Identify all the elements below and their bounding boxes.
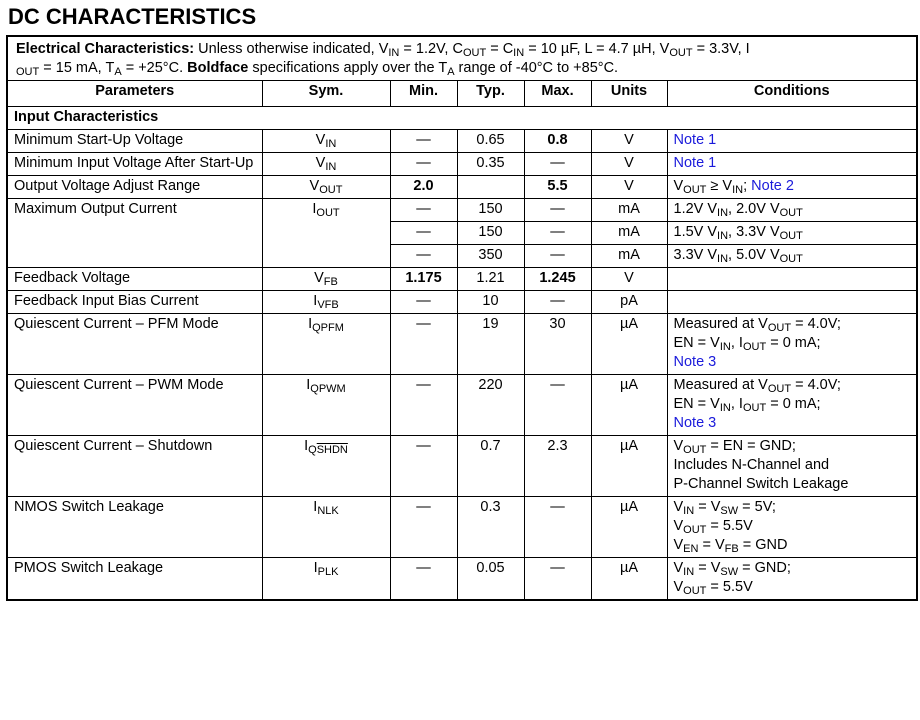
min-cell: — [390,130,457,153]
cond-cell: Measured at $V_{OUT} = 4.0V$; EN = $V_{IN}$, $I_{OUT} = 0$ mA; Note 3 [667,314,917,375]
sym-cell: $I_{VFB}$ [262,291,390,314]
note-text: = 3.3V, I [692,41,750,57]
note-text: Unless otherwise indicated, V [194,41,389,57]
min-cell: — [390,375,457,436]
max-cell: — [524,291,591,314]
table-row [7,291,917,314]
units-cell: µA [591,375,667,436]
table-row [7,497,917,558]
sym-cell: $I_{PLK}$ [262,558,390,601]
param-cell: Minimum Input Voltage After Start-Up [7,153,262,176]
param-cell: NMOS Switch Leakage [7,497,262,558]
col-header-parameters: Parameters [7,81,262,107]
max-cell: — [524,222,591,245]
param-cell: Maximum Output Current [7,199,262,268]
min-cell: — [390,291,457,314]
note-link[interactable]: Note 1 [673,132,717,148]
sym-cell: $I_{QPWM}$ [262,375,390,436]
note-text: = 15 mA, T [39,60,115,76]
units-cell: mA [591,199,667,222]
max-cell: — [524,497,591,558]
max-cell: — [524,199,591,222]
max-cell: 1.245 [524,268,591,291]
section-title: Input Characteristics [7,107,917,130]
table-row [7,314,917,375]
table-row [7,268,917,291]
units-cell: V [591,176,667,199]
units-cell: µA [591,558,667,601]
note-sub: A [447,66,455,78]
units-cell: V [591,130,667,153]
min-cell: — [390,314,457,375]
cond-cell [667,268,917,291]
units-cell: µA [591,436,667,497]
table-row [7,153,917,176]
min-cell: — [390,199,457,222]
sym-cell: $V_{IN}$ [262,130,390,153]
param-cell: Quiescent Current – PFM Mode [7,314,262,375]
max-cell: — [524,558,591,601]
note-sub: OUT [462,47,487,59]
col-header-sym: Sym. [262,81,390,107]
note-sub: OUT [669,47,693,59]
typ-cell: 0.35 [457,153,524,176]
cond-cell: 1.2V $V_{IN}$, 2.0V $V_{OUT}$ [667,199,917,222]
min-cell: — [390,558,457,601]
col-header-max: Max. [524,81,591,107]
param-cell: Quiescent Current – Shutdown [7,436,262,497]
table-row [7,130,917,153]
col-header-min: Min. [390,81,457,107]
note-sub: A [114,66,122,78]
sym-cell: $I_{OUT}$ [262,199,390,268]
units-cell: mA [591,245,667,268]
dc-characteristics-table [6,35,918,601]
min-cell: — [390,222,457,245]
max-cell: — [524,245,591,268]
note-text: = 1.2V, C [399,41,463,57]
table-row [7,176,917,199]
param-cell: Feedback Voltage [7,268,262,291]
table-row [7,199,917,222]
cond-cell: $V_{OUT}$ = EN = GND; Includes N-Channel and P-Channel Switch Leakage [667,436,917,497]
note-text: = C [486,41,514,57]
min-cell: — [390,497,457,558]
typ-cell: 0.3 [457,497,524,558]
typ-cell: 220 [457,375,524,436]
cond-cell: $V_{OUT} \ge V_{IN}$; Note 2 [667,176,917,199]
note-link[interactable]: Note 3 [673,354,717,370]
units-cell: mA [591,222,667,245]
col-header-typ: Typ. [457,81,524,107]
cond-cell: $V_{IN} = V_{SW}$ = GND; $V_{OUT} = 5.5V$ [667,558,917,601]
section-row [7,107,917,130]
sym-cell: $V_{OUT}$ [262,176,390,199]
max-cell: 2.3 [524,436,591,497]
units-cell: V [591,153,667,176]
sym-cell: $I_{QPFM}$ [262,314,390,375]
units-cell: V [591,268,667,291]
min-cell: — [390,153,457,176]
note-link[interactable]: Note 1 [673,155,717,171]
cond-cell: Measured at $V_{OUT} = 4.0V$; EN = $V_{IN}$, $I_{OUT} = 0$ mA; Note 3 [667,375,917,436]
min-cell: 1.175 [390,268,457,291]
cond-cell [667,130,917,153]
note-text: = 10 µF, L = 4.7 µH, V [524,41,670,57]
note-sub: OUT [16,66,40,78]
note-link[interactable]: Note 3 [673,415,717,431]
note-boldface: Boldface [187,60,249,76]
typ-cell: 1.21 [457,268,524,291]
param-cell: Quiescent Current – PWM Mode [7,375,262,436]
units-cell: pA [591,291,667,314]
table-row [7,436,917,497]
max-cell: — [524,153,591,176]
conditions-note [7,36,917,81]
param-cell: Feedback Input Bias Current [7,291,262,314]
table-row [7,558,917,601]
typ-cell: 0.7 [457,436,524,497]
units-cell: µA [591,314,667,375]
cond-cell: 1.5V $V_{IN}$, 3.3V $V_{OUT}$ [667,222,917,245]
typ-cell: 10 [457,291,524,314]
param-cell: PMOS Switch Leakage [7,558,262,601]
page-title: DC CHARACTERISTICS [8,4,257,29]
typ-cell: 19 [457,314,524,375]
sym-cell: $V_{IN}$ [262,153,390,176]
note-text: = +25°C. [121,60,188,76]
typ-cell [457,176,524,199]
units-cell: µA [591,497,667,558]
param-cell: Output Voltage Adjust Range [7,176,262,199]
min-cell: 2.0 [390,176,457,199]
typ-cell: 0.05 [457,558,524,601]
column-header-row [7,81,917,107]
cond-cell [667,153,917,176]
sym-cell: $V_{FB}$ [262,268,390,291]
table-row [7,375,917,436]
cond-cell: 3.3V $V_{IN}$, 5.0V $V_{OUT}$ [667,245,917,268]
max-cell: 0.8 [524,130,591,153]
param-cell: Minimum Start-Up Voltage [7,130,262,153]
note-sub: IN [388,47,400,59]
min-cell: — [390,436,457,497]
min-cell: — [390,245,457,268]
typ-cell: 150 [457,222,524,245]
sym-cell: $I_{NLK}$ [262,497,390,558]
cond-cell: $V_{IN} = V_{SW} = 5V$; $V_{OUT} = 5.5V$ $V_{EN} = V_{FB}$ = GND [667,497,917,558]
typ-cell: 350 [457,245,524,268]
sym-cell: $I_{QSHDN}$ [262,436,390,497]
col-header-units: Units [591,81,667,107]
max-cell: — [524,375,591,436]
note-sub: IN [513,47,525,59]
max-cell: 30 [524,314,591,375]
max-cell: 5.5 [524,176,591,199]
note-text: specifications apply over the T [248,60,448,76]
typ-cell: 150 [457,199,524,222]
note-link[interactable]: Note 2 [751,178,794,194]
col-header-conditions: Conditions [667,81,917,107]
note-label: Electrical Characteristics: [16,41,195,57]
typ-cell: 0.65 [457,130,524,153]
note-text: range of -40°C to +85°C. [454,60,619,76]
cond-cell [667,291,917,314]
